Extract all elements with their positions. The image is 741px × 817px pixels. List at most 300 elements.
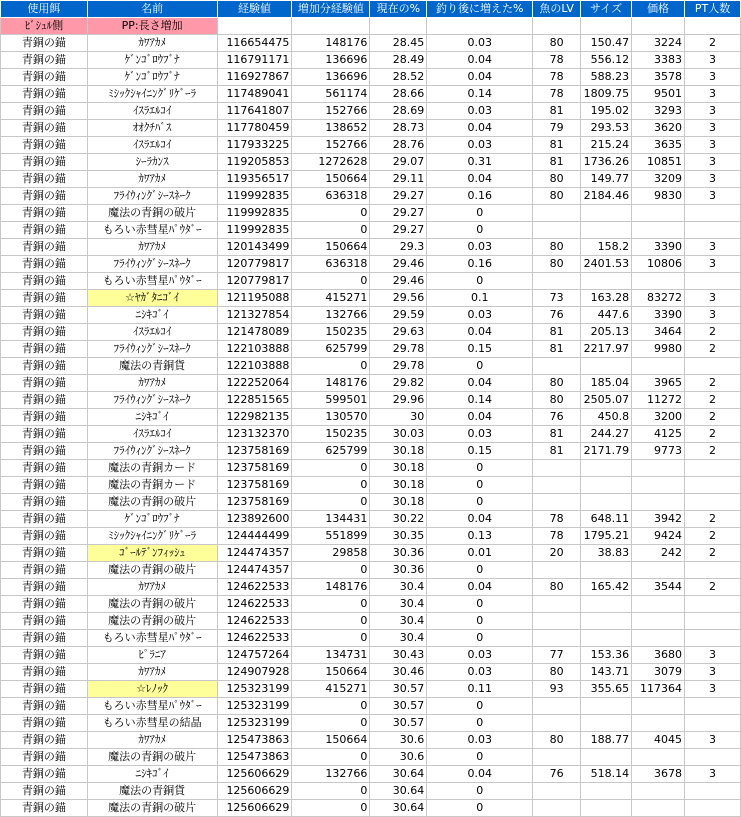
- cell-fish-level[interactable]: 81: [533, 426, 581, 443]
- cell-price[interactable]: [632, 205, 685, 222]
- cell-party-size[interactable]: 3: [685, 290, 741, 307]
- cell-party-size[interactable]: 3: [685, 86, 741, 103]
- cell-current-pct[interactable]: 30.18: [370, 477, 427, 494]
- cell-exp[interactable]: 124622533: [217, 579, 292, 596]
- cell-pct-gain[interactable]: 0: [427, 273, 533, 290]
- cell-exp-gain[interactable]: 551899: [292, 528, 370, 545]
- subheader-side[interactable]: ﾋﾞｼｭﾙ側: [1, 18, 88, 35]
- cell-size[interactable]: [581, 562, 632, 579]
- cell-exp-gain[interactable]: 0: [292, 562, 370, 579]
- cell-size[interactable]: 153.36: [581, 647, 632, 664]
- cell-pct-gain[interactable]: 0: [427, 205, 533, 222]
- cell-bait[interactable]: 青銅の錨: [1, 732, 88, 749]
- cell-exp[interactable]: 125606629: [217, 766, 292, 783]
- cell-current-pct[interactable]: 30.64: [370, 766, 427, 783]
- cell-party-size[interactable]: 3: [685, 69, 741, 86]
- cell-bait[interactable]: 青銅の錨: [1, 290, 88, 307]
- cell-bait[interactable]: 青銅の錨: [1, 239, 88, 256]
- cell-exp-gain[interactable]: 636318: [292, 188, 370, 205]
- cell-price[interactable]: 9424: [632, 528, 685, 545]
- cell-current-pct[interactable]: 30.6: [370, 732, 427, 749]
- cell-party-size[interactable]: [685, 715, 741, 732]
- cell-exp[interactable]: 123132370: [217, 426, 292, 443]
- cell-pct-gain[interactable]: 0: [427, 596, 533, 613]
- cell-bait[interactable]: 青銅の錨: [1, 715, 88, 732]
- cell-price[interactable]: 3079: [632, 664, 685, 681]
- cell-current-pct[interactable]: 29.27: [370, 222, 427, 239]
- cell-exp[interactable]: 121195088: [217, 290, 292, 307]
- cell-fish-level[interactable]: 76: [533, 409, 581, 426]
- cell-exp-gain[interactable]: 134731: [292, 647, 370, 664]
- cell-exp-gain[interactable]: 0: [292, 749, 370, 766]
- cell-current-pct[interactable]: 29.56: [370, 290, 427, 307]
- cell-name[interactable]: もろい赤彗星ﾊﾟｳﾀﾞｰ: [87, 630, 217, 647]
- cell-bait[interactable]: 青銅の錨: [1, 545, 88, 562]
- cell-price[interactable]: 4125: [632, 426, 685, 443]
- cell-bait[interactable]: 青銅の錨: [1, 103, 88, 120]
- cell-exp-gain[interactable]: 132766: [292, 307, 370, 324]
- cell-exp-gain[interactable]: 0: [292, 715, 370, 732]
- cell-current-pct[interactable]: 30.46: [370, 664, 427, 681]
- cell-current-pct[interactable]: 29.46: [370, 256, 427, 273]
- cell-bait[interactable]: 青銅の錨: [1, 528, 88, 545]
- cell-party-size[interactable]: 3: [685, 239, 741, 256]
- cell-current-pct[interactable]: 30.6: [370, 749, 427, 766]
- cell-name[interactable]: ﾌﾗｲｳｨﾝｸﾞｼｰｽﾈｰｸ: [87, 443, 217, 460]
- cell-price[interactable]: [632, 460, 685, 477]
- cell-bait[interactable]: 青銅の錨: [1, 392, 88, 409]
- cell-bait[interactable]: 青銅の錨: [1, 681, 88, 698]
- header-size[interactable]: サイズ: [581, 1, 632, 18]
- cell-exp[interactable]: 117641807: [217, 103, 292, 120]
- cell-price[interactable]: 9773: [632, 443, 685, 460]
- cell-current-pct[interactable]: 29.3: [370, 239, 427, 256]
- cell-exp[interactable]: 119992835: [217, 188, 292, 205]
- cell-pct-gain[interactable]: 0.1: [427, 290, 533, 307]
- cell-size[interactable]: [581, 783, 632, 800]
- cell-bait[interactable]: 青銅の錨: [1, 324, 88, 341]
- cell-size[interactable]: 244.27: [581, 426, 632, 443]
- cell-bait[interactable]: 青銅の錨: [1, 664, 88, 681]
- cell-exp-gain[interactable]: 148176: [292, 35, 370, 52]
- cell-exp[interactable]: 116791171: [217, 52, 292, 69]
- cell-exp[interactable]: 123758169: [217, 494, 292, 511]
- cell-pct-gain[interactable]: 0.03: [427, 137, 533, 154]
- header-exp[interactable]: 経験値: [217, 1, 292, 18]
- cell-price[interactable]: 3680: [632, 647, 685, 664]
- cell-current-pct[interactable]: 28.49: [370, 52, 427, 69]
- empty-cell[interactable]: [685, 18, 741, 35]
- cell-party-size[interactable]: [685, 460, 741, 477]
- cell-name[interactable]: 魔法の青銅の破片: [87, 596, 217, 613]
- cell-name[interactable]: ｲｽﾗｴﾙｺｲ: [87, 103, 217, 120]
- cell-name[interactable]: ｺﾞｰﾙﾃﾞﾝﾌｨｯｼｭ: [87, 545, 217, 562]
- cell-fish-level[interactable]: 80: [533, 375, 581, 392]
- cell-price[interactable]: 3942: [632, 511, 685, 528]
- cell-name[interactable]: ｲｽﾗｴﾙｺｲ: [87, 137, 217, 154]
- cell-size[interactable]: 205.13: [581, 324, 632, 341]
- cell-exp[interactable]: 120779817: [217, 273, 292, 290]
- cell-exp-gain[interactable]: 0: [292, 596, 370, 613]
- header-price[interactable]: 価格: [632, 1, 685, 18]
- cell-current-pct[interactable]: 29.46: [370, 273, 427, 290]
- cell-bait[interactable]: 青銅の錨: [1, 800, 88, 817]
- cell-current-pct[interactable]: 29.11: [370, 171, 427, 188]
- cell-name[interactable]: ﾌﾗｲｳｨﾝｸﾞｼｰｽﾈｰｸ: [87, 188, 217, 205]
- header-current-pct[interactable]: 現在の%: [370, 1, 427, 18]
- cell-current-pct[interactable]: 30.64: [370, 783, 427, 800]
- cell-price[interactable]: [632, 715, 685, 732]
- cell-price[interactable]: 117364: [632, 681, 685, 698]
- cell-size[interactable]: [581, 358, 632, 375]
- cell-name[interactable]: ﾆｼｷｺﾞｲ: [87, 409, 217, 426]
- cell-name[interactable]: 魔法の青銅の破片: [87, 205, 217, 222]
- cell-price[interactable]: 3678: [632, 766, 685, 783]
- cell-fish-level[interactable]: 80: [533, 35, 581, 52]
- cell-name[interactable]: ｹﾞﾝｺﾞﾛｳﾌﾞﾅ: [87, 511, 217, 528]
- cell-size[interactable]: 185.04: [581, 375, 632, 392]
- cell-price[interactable]: 3390: [632, 239, 685, 256]
- cell-fish-level[interactable]: [533, 273, 581, 290]
- cell-bait[interactable]: 青銅の錨: [1, 205, 88, 222]
- cell-current-pct[interactable]: 30.57: [370, 698, 427, 715]
- cell-exp[interactable]: 125323199: [217, 698, 292, 715]
- cell-size[interactable]: [581, 698, 632, 715]
- cell-exp[interactable]: 123892600: [217, 511, 292, 528]
- cell-pct-gain[interactable]: 0: [427, 715, 533, 732]
- cell-price[interactable]: [632, 222, 685, 239]
- cell-bait[interactable]: 青銅の錨: [1, 358, 88, 375]
- cell-name[interactable]: 魔法の青銅の破片: [87, 562, 217, 579]
- cell-party-size[interactable]: [685, 749, 741, 766]
- empty-cell[interactable]: [581, 18, 632, 35]
- header-party-size[interactable]: PT人数: [685, 1, 741, 18]
- cell-name[interactable]: ﾌﾗｲｳｨﾝｸﾞｼｰｽﾈｰｸ: [87, 341, 217, 358]
- cell-current-pct[interactable]: 30.57: [370, 715, 427, 732]
- cell-fish-level[interactable]: [533, 460, 581, 477]
- cell-pct-gain[interactable]: 0: [427, 800, 533, 817]
- cell-party-size[interactable]: [685, 698, 741, 715]
- cell-name[interactable]: 魔法の青銅の破片: [87, 749, 217, 766]
- cell-current-pct[interactable]: 30.4: [370, 630, 427, 647]
- cell-pct-gain[interactable]: 0.04: [427, 120, 533, 137]
- cell-pct-gain[interactable]: 0.04: [427, 324, 533, 341]
- cell-exp-gain[interactable]: 625799: [292, 443, 370, 460]
- cell-party-size[interactable]: 2: [685, 545, 741, 562]
- cell-party-size[interactable]: 3: [685, 120, 741, 137]
- cell-fish-level[interactable]: 80: [533, 732, 581, 749]
- cell-size[interactable]: [581, 749, 632, 766]
- cell-exp[interactable]: 116654475: [217, 35, 292, 52]
- cell-size[interactable]: 293.53: [581, 120, 632, 137]
- cell-exp[interactable]: 123758169: [217, 443, 292, 460]
- cell-current-pct[interactable]: 28.76: [370, 137, 427, 154]
- cell-size[interactable]: 1809.75: [581, 86, 632, 103]
- cell-pct-gain[interactable]: 0.16: [427, 188, 533, 205]
- cell-size[interactable]: 556.12: [581, 52, 632, 69]
- cell-price[interactable]: [632, 698, 685, 715]
- cell-fish-level[interactable]: 20: [533, 545, 581, 562]
- cell-current-pct[interactable]: 29.59: [370, 307, 427, 324]
- cell-price[interactable]: 9830: [632, 188, 685, 205]
- cell-pct-gain[interactable]: 0.04: [427, 375, 533, 392]
- cell-name[interactable]: ｲｽﾗｴﾙｺｲ: [87, 324, 217, 341]
- cell-name[interactable]: 魔法の青銅の破片: [87, 494, 217, 511]
- cell-pct-gain[interactable]: 0: [427, 698, 533, 715]
- cell-bait[interactable]: 青銅の錨: [1, 596, 88, 613]
- cell-current-pct[interactable]: 29.78: [370, 341, 427, 358]
- cell-name[interactable]: もろい赤彗星ﾊﾟｳﾀﾞｰ: [87, 698, 217, 715]
- cell-bait[interactable]: 青銅の錨: [1, 120, 88, 137]
- cell-exp-gain[interactable]: 636318: [292, 256, 370, 273]
- cell-exp-gain[interactable]: 150664: [292, 171, 370, 188]
- cell-pct-gain[interactable]: 0: [427, 630, 533, 647]
- cell-exp-gain[interactable]: 134431: [292, 511, 370, 528]
- cell-party-size[interactable]: 2: [685, 443, 741, 460]
- cell-fish-level[interactable]: [533, 613, 581, 630]
- cell-exp[interactable]: 120143499: [217, 239, 292, 256]
- cell-pct-gain[interactable]: 0.16: [427, 256, 533, 273]
- header-bait[interactable]: 使用餌: [1, 1, 88, 18]
- cell-exp[interactable]: 117933225: [217, 137, 292, 154]
- cell-current-pct[interactable]: 28.66: [370, 86, 427, 103]
- cell-size[interactable]: 143.71: [581, 664, 632, 681]
- cell-current-pct[interactable]: 29.96: [370, 392, 427, 409]
- cell-price[interactable]: 3544: [632, 579, 685, 596]
- cell-current-pct[interactable]: 30.4: [370, 613, 427, 630]
- cell-party-size[interactable]: [685, 562, 741, 579]
- cell-current-pct[interactable]: 29.07: [370, 154, 427, 171]
- cell-current-pct[interactable]: 28.52: [370, 69, 427, 86]
- cell-pct-gain[interactable]: 0.04: [427, 766, 533, 783]
- cell-pct-gain[interactable]: 0.14: [427, 392, 533, 409]
- cell-fish-level[interactable]: 76: [533, 766, 581, 783]
- cell-exp-gain[interactable]: 150664: [292, 239, 370, 256]
- empty-cell[interactable]: [217, 18, 292, 35]
- cell-price[interactable]: [632, 358, 685, 375]
- cell-price[interactable]: 3224: [632, 35, 685, 52]
- cell-fish-level[interactable]: 80: [533, 579, 581, 596]
- cell-name[interactable]: ﾐｼｯｸｼｬｲﾆﾝｸﾞﾘｹﾞｰﾗ: [87, 528, 217, 545]
- cell-fish-level[interactable]: 80: [533, 256, 581, 273]
- cell-size[interactable]: 38.83: [581, 545, 632, 562]
- cell-fish-level[interactable]: 81: [533, 137, 581, 154]
- cell-size[interactable]: 2184.46: [581, 188, 632, 205]
- cell-size[interactable]: 355.65: [581, 681, 632, 698]
- cell-price[interactable]: [632, 783, 685, 800]
- cell-fish-level[interactable]: 80: [533, 239, 581, 256]
- cell-size[interactable]: [581, 477, 632, 494]
- cell-exp-gain[interactable]: 415271: [292, 681, 370, 698]
- cell-fish-level[interactable]: 78: [533, 69, 581, 86]
- cell-price[interactable]: 10851: [632, 154, 685, 171]
- cell-price[interactable]: 4045: [632, 732, 685, 749]
- cell-exp[interactable]: 125323199: [217, 681, 292, 698]
- header-fish-level[interactable]: 魚のLV: [533, 1, 581, 18]
- cell-price[interactable]: 3965: [632, 375, 685, 392]
- cell-bait[interactable]: 青銅の錨: [1, 188, 88, 205]
- cell-size[interactable]: 195.02: [581, 103, 632, 120]
- cell-size[interactable]: [581, 630, 632, 647]
- cell-size[interactable]: [581, 715, 632, 732]
- cell-price[interactable]: 3293: [632, 103, 685, 120]
- cell-price[interactable]: [632, 273, 685, 290]
- cell-exp[interactable]: 125323199: [217, 715, 292, 732]
- cell-exp-gain[interactable]: 150235: [292, 426, 370, 443]
- cell-name[interactable]: ﾆｼｷｺﾞｲ: [87, 307, 217, 324]
- cell-current-pct[interactable]: 30.36: [370, 545, 427, 562]
- cell-name[interactable]: ﾋﾟﾗﾆｱ: [87, 647, 217, 664]
- header-exp-gain[interactable]: 増加分経験値: [292, 1, 370, 18]
- cell-exp-gain[interactable]: 150664: [292, 664, 370, 681]
- cell-current-pct[interactable]: 30.57: [370, 681, 427, 698]
- cell-exp-gain[interactable]: 150235: [292, 324, 370, 341]
- cell-pct-gain[interactable]: 0.03: [427, 647, 533, 664]
- cell-pct-gain[interactable]: 0: [427, 358, 533, 375]
- cell-price[interactable]: [632, 613, 685, 630]
- cell-size[interactable]: 450.8: [581, 409, 632, 426]
- cell-pct-gain[interactable]: 0.04: [427, 69, 533, 86]
- cell-exp-gain[interactable]: 0: [292, 222, 370, 239]
- cell-fish-level[interactable]: 80: [533, 188, 581, 205]
- cell-bait[interactable]: 青銅の錨: [1, 137, 88, 154]
- cell-bait[interactable]: 青銅の錨: [1, 630, 88, 647]
- cell-party-size[interactable]: [685, 477, 741, 494]
- cell-exp[interactable]: 125473863: [217, 749, 292, 766]
- cell-current-pct[interactable]: 30.43: [370, 647, 427, 664]
- cell-fish-level[interactable]: [533, 494, 581, 511]
- cell-exp-gain[interactable]: 148176: [292, 375, 370, 392]
- cell-pct-gain[interactable]: 0: [427, 494, 533, 511]
- cell-exp[interactable]: 124622533: [217, 630, 292, 647]
- cell-fish-level[interactable]: [533, 800, 581, 817]
- cell-name[interactable]: ｶﾜｱｶﾒ: [87, 375, 217, 392]
- cell-exp[interactable]: 121478089: [217, 324, 292, 341]
- cell-bait[interactable]: 青銅の錨: [1, 69, 88, 86]
- cell-name[interactable]: ｶﾜｱｶﾒ: [87, 239, 217, 256]
- cell-exp-gain[interactable]: 1272628: [292, 154, 370, 171]
- cell-current-pct[interactable]: 30.22: [370, 511, 427, 528]
- cell-bait[interactable]: 青銅の錨: [1, 35, 88, 52]
- empty-cell[interactable]: [370, 18, 427, 35]
- cell-exp-gain[interactable]: 0: [292, 613, 370, 630]
- cell-price[interactable]: 242: [632, 545, 685, 562]
- cell-name[interactable]: ｲｽﾗｴﾙｺｲ: [87, 426, 217, 443]
- cell-bait[interactable]: 青銅の錨: [1, 86, 88, 103]
- cell-price[interactable]: 10806: [632, 256, 685, 273]
- cell-size[interactable]: [581, 494, 632, 511]
- cell-fish-level[interactable]: [533, 358, 581, 375]
- cell-name[interactable]: ｹﾞﾝｺﾞﾛｳﾌﾞﾅ: [87, 52, 217, 69]
- cell-exp[interactable]: 122851565: [217, 392, 292, 409]
- cell-size[interactable]: 2217.97: [581, 341, 632, 358]
- cell-name[interactable]: 魔法の青銅の破片: [87, 613, 217, 630]
- cell-size[interactable]: 648.11: [581, 511, 632, 528]
- cell-party-size[interactable]: [685, 596, 741, 613]
- cell-exp[interactable]: 122982135: [217, 409, 292, 426]
- cell-name[interactable]: 魔法の青銅の破片: [87, 800, 217, 817]
- cell-pct-gain[interactable]: 0.03: [427, 664, 533, 681]
- cell-party-size[interactable]: 3: [685, 732, 741, 749]
- cell-pct-gain[interactable]: 0.04: [427, 511, 533, 528]
- cell-party-size[interactable]: 2: [685, 324, 741, 341]
- cell-bait[interactable]: 青銅の錨: [1, 613, 88, 630]
- cell-fish-level[interactable]: 78: [533, 528, 581, 545]
- subheader-pp[interactable]: PP:長さ増加: [87, 18, 217, 35]
- cell-exp[interactable]: 124474357: [217, 545, 292, 562]
- cell-current-pct[interactable]: 30.03: [370, 426, 427, 443]
- cell-exp[interactable]: 125473863: [217, 732, 292, 749]
- cell-bait[interactable]: 青銅の錨: [1, 783, 88, 800]
- cell-fish-level[interactable]: 80: [533, 664, 581, 681]
- cell-current-pct[interactable]: 29.82: [370, 375, 427, 392]
- cell-exp[interactable]: 119992835: [217, 222, 292, 239]
- cell-party-size[interactable]: [685, 800, 741, 817]
- cell-name[interactable]: 魔法の青銅カード: [87, 477, 217, 494]
- cell-size[interactable]: 158.2: [581, 239, 632, 256]
- cell-price[interactable]: [632, 562, 685, 579]
- cell-fish-level[interactable]: [533, 596, 581, 613]
- cell-party-size[interactable]: [685, 222, 741, 239]
- cell-price[interactable]: [632, 596, 685, 613]
- cell-fish-level[interactable]: [533, 222, 581, 239]
- cell-pct-gain[interactable]: 0.04: [427, 579, 533, 596]
- cell-pct-gain[interactable]: 0.03: [427, 732, 533, 749]
- cell-current-pct[interactable]: 30.36: [370, 562, 427, 579]
- cell-price[interactable]: 3464: [632, 324, 685, 341]
- cell-exp-gain[interactable]: 0: [292, 460, 370, 477]
- cell-party-size[interactable]: [685, 783, 741, 800]
- cell-price[interactable]: 3383: [632, 52, 685, 69]
- cell-fish-level[interactable]: 73: [533, 290, 581, 307]
- cell-exp[interactable]: 123758169: [217, 460, 292, 477]
- cell-party-size[interactable]: 3: [685, 256, 741, 273]
- cell-bait[interactable]: 青銅の錨: [1, 52, 88, 69]
- cell-exp-gain[interactable]: 0: [292, 273, 370, 290]
- cell-party-size[interactable]: 2: [685, 409, 741, 426]
- cell-name[interactable]: ☆ﾔｶﾞﾀﾆｺﾞｲ: [87, 290, 217, 307]
- cell-party-size[interactable]: [685, 273, 741, 290]
- empty-cell[interactable]: [533, 18, 581, 35]
- cell-size[interactable]: 163.28: [581, 290, 632, 307]
- cell-exp[interactable]: 125606629: [217, 783, 292, 800]
- cell-party-size[interactable]: 3: [685, 307, 741, 324]
- cell-party-size[interactable]: 3: [685, 681, 741, 698]
- cell-exp-gain[interactable]: 0: [292, 205, 370, 222]
- cell-fish-level[interactable]: [533, 783, 581, 800]
- cell-exp-gain[interactable]: 415271: [292, 290, 370, 307]
- cell-price[interactable]: [632, 477, 685, 494]
- cell-size[interactable]: 1795.21: [581, 528, 632, 545]
- cell-bait[interactable]: 青銅の錨: [1, 307, 88, 324]
- cell-name[interactable]: ｹﾞﾝｺﾞﾛｳﾌﾞﾅ: [87, 69, 217, 86]
- cell-exp-gain[interactable]: 150664: [292, 732, 370, 749]
- cell-party-size[interactable]: [685, 358, 741, 375]
- cell-current-pct[interactable]: 30.18: [370, 443, 427, 460]
- cell-name[interactable]: ｶﾜｱｶﾒ: [87, 171, 217, 188]
- cell-name[interactable]: もろい赤彗星の結晶: [87, 715, 217, 732]
- cell-pct-gain[interactable]: 0: [427, 222, 533, 239]
- cell-fish-level[interactable]: 80: [533, 171, 581, 188]
- cell-fish-level[interactable]: [533, 477, 581, 494]
- cell-bait[interactable]: 青銅の錨: [1, 426, 88, 443]
- cell-exp-gain[interactable]: 138652: [292, 120, 370, 137]
- cell-bait[interactable]: 青銅の錨: [1, 511, 88, 528]
- cell-fish-level[interactable]: [533, 630, 581, 647]
- cell-price[interactable]: 9501: [632, 86, 685, 103]
- cell-pct-gain[interactable]: 0: [427, 477, 533, 494]
- cell-size[interactable]: 149.77: [581, 171, 632, 188]
